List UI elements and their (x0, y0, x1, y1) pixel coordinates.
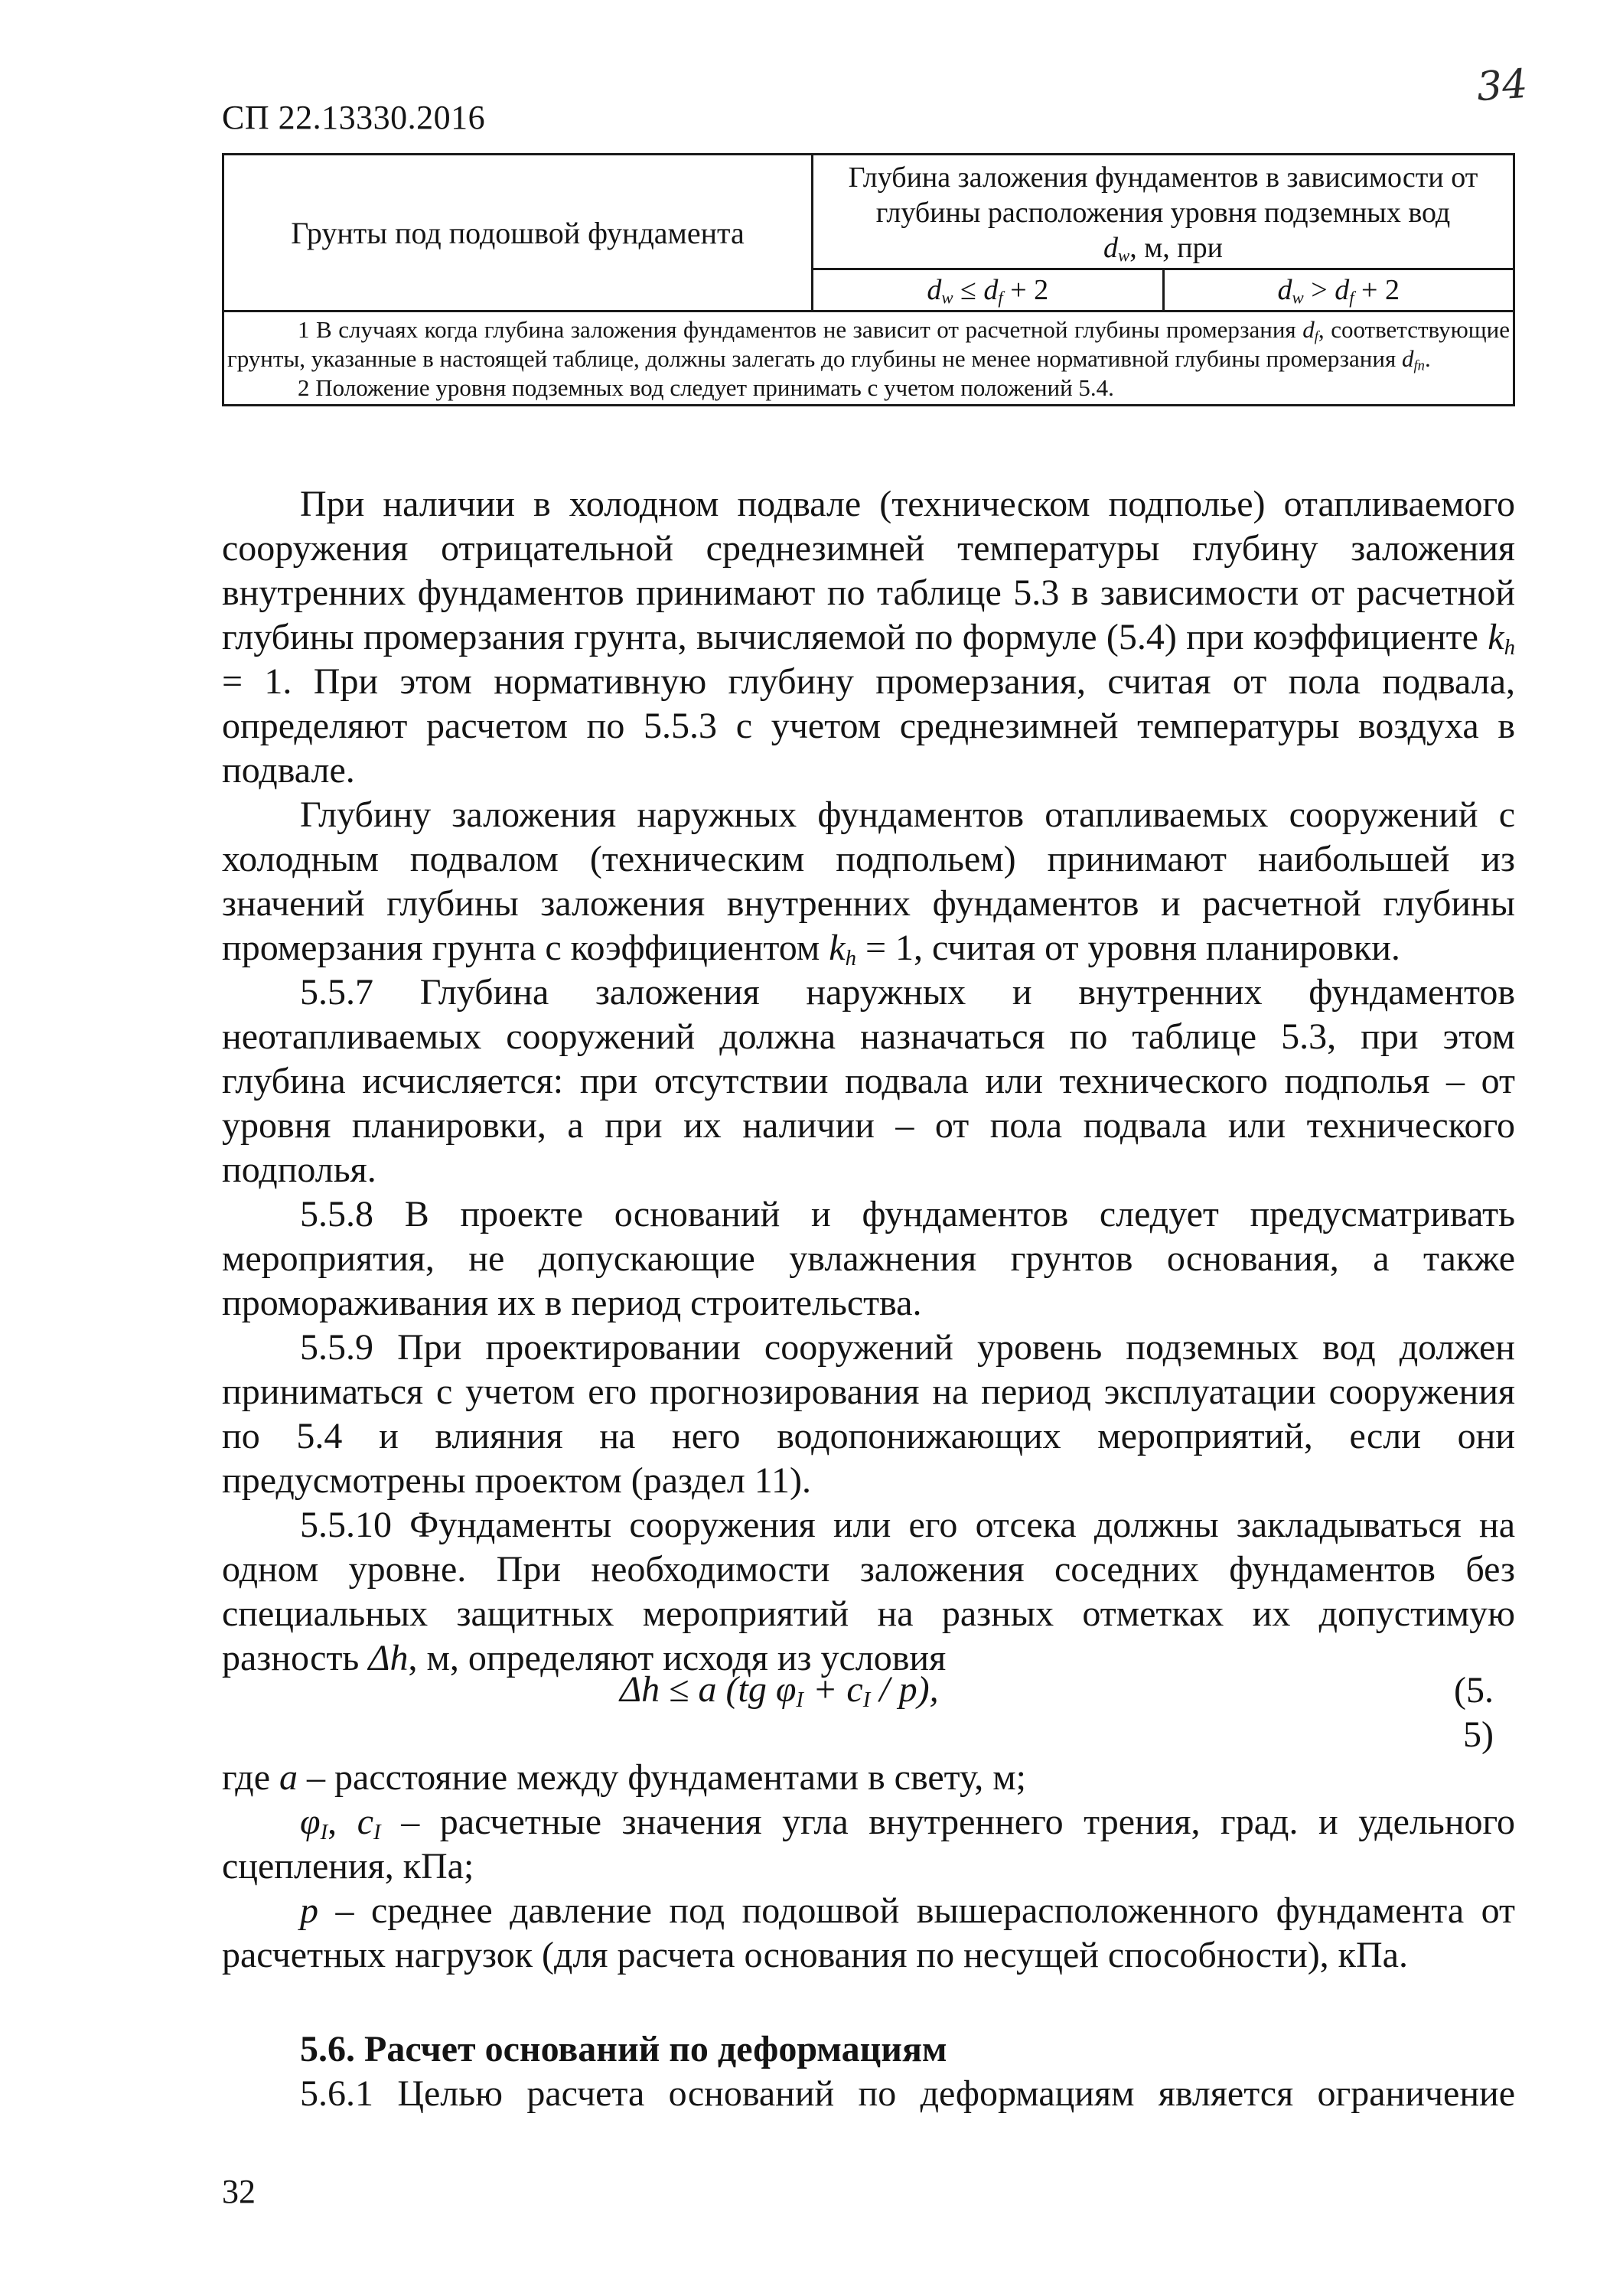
paragraph-5-5-9: 5.5.9 При проектировании сооружений уровень подземных вод должен приниматься с учетом его прогнозирования на период эксплуатации сооружения по 5.4 и влияния на него водопонижающих мероприятий, если они предусмотрены проектом (раздел 11). (222, 1327, 1515, 1501)
paragraph-outer-foundations: Глубину заложения наружных фундаментов отапливаемых сооружений с холодным подвалом (техническим подпольем) принимают наибольшей из значений глубины заложения внутренних фундаментов и расчетной глубины промерзания грунта с коэффициентом $k_h = 1$, считая от уровня планировки. (222, 794, 1515, 971)
definition-a: где a – расстояние между фундаментами в свету, м; (222, 1757, 1026, 1798)
table-header-soils: Грунты под подошвой фундамента (223, 155, 813, 311)
paragraph-5-6-1: 5.6.1 Целью расчета оснований по деформациям является ограничение (300, 2073, 1515, 2114)
var-dw: $d_w$ (1103, 232, 1130, 266)
page-number: 32 (222, 2173, 256, 2210)
document-code: СП 22.13330.2016 (222, 99, 486, 136)
paragraph-5-5-7: 5.5.7 Глубина заложения наружных и внутренних фундаментов неотапливаемых сооружений должна назначаться по таблице 5.3, при этом глубина исчисляется: при отсутствии подвала или технического подполья – от уровня планировки, а при их наличии – от пола подвала или технического подполья. (222, 972, 1515, 1190)
paragraph-5-5-10: 5.5.10 Фундаменты сооружения или его отсека должны закладываться на одном уровне. При необходимости заложения соседних фундаментов без специальных защитных мероприятий на разных отметках их допустимую разность Δh, м, определяют исходя из условия (222, 1505, 1515, 1678)
paragraph-5-5-8: 5.5.8 В проекте оснований и фундаментов следует предусматривать мероприятия, не допускающие увлажнения грунтов основания, а также промораживания их в период строительства. (222, 1194, 1515, 1323)
table-note-2: 2 Положение уровня подземных вод следует принимать с учетом положений 5.4. (298, 374, 1114, 401)
foundation-depth-table (222, 153, 1515, 406)
definitions-block (222, 1756, 1515, 1978)
table-header-depth: Глубина заложения фундаментов в зависимости от глубины расположения уровня подземных вод $d_w$, м, при (813, 155, 1514, 269)
handwritten-page-number: 34 (1475, 60, 1530, 111)
body-text-block (222, 482, 1515, 1681)
table-subheader-gt: $d_w > d_f + 2$ (1163, 269, 1514, 311)
table-note-1: 1 В случаях когда глубина заложения фундаментов не зависит от расчетной глубины промерзания $d_f$, соответствующие грунты, указанные в настоящей таблице, должны залегать до глубины не менее нормативной глубины промерзания $d_{fn}$. (227, 316, 1510, 374)
formula-number: (5. 5) (1454, 1670, 1494, 1755)
table-subheader-le: $d_w \le d_f + 2$ (813, 269, 1164, 311)
formula-5-5: Δh ≤ a (tg $\varphi_I + c_I / p$), (620, 1669, 939, 1713)
paragraph-cold-basement: При наличии в холодном подвале (техническом подполье) отапливаемого сооружения отрицательной среднезимней температуры глубину заложения внутренних фундаментов принимают по таблице 5.3 в зависимости от расчетной глубины промерзания грунта, вычисляемой по формуле (5.4) при коэффициенте $k_h = 1$. При этом нормативную глубину промерзания, считая от пола подвала, определяют расчетом по 5.5.3 с учетом среднезимней температуры воздуха в подвале. (222, 484, 1515, 791)
definition-p: p – среднее давление под подошвой вышерасположенного фундамента от расчетных нагрузок (для расчета основания по несущей способности), кПа. (222, 1890, 1515, 1975)
definition-phi-c: $\varphi_I$, $c_I$ – расчетные значения угла внутреннего трения, град. и удельного сцепления, кПа; (222, 1802, 1516, 1887)
section-heading-5-6: 5.6. Расчет оснований по деформациям (300, 2029, 947, 2069)
table-notes (223, 311, 1514, 406)
table-header-depth-text: Глубина заложения фундаментов в зависимости от глубины расположения уровня подземных вод (848, 161, 1478, 230)
